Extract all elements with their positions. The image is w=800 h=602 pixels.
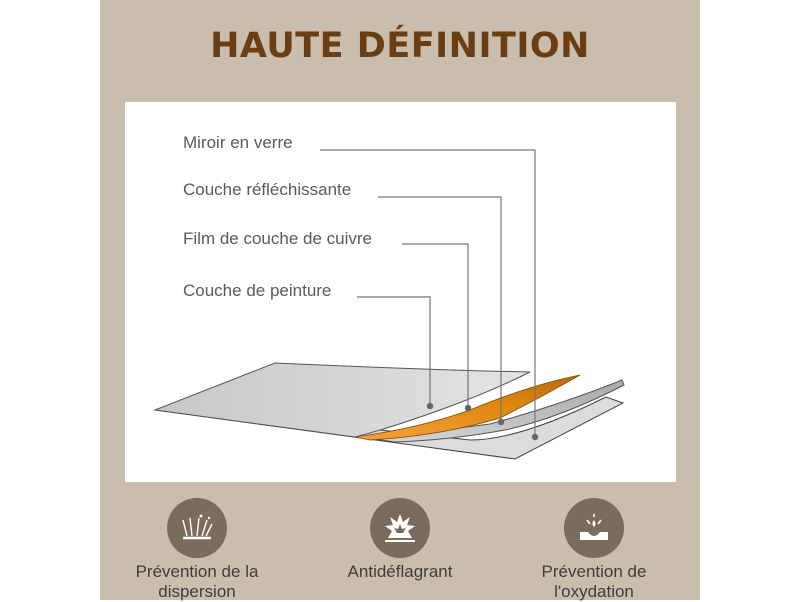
feature-oxydation [514, 498, 674, 602]
scatter-prevention-icon [167, 498, 227, 558]
leader-dot-glass [532, 434, 538, 440]
label-couche-peinture: Couche de peinture [183, 281, 332, 300]
feature-label: Prévention de la dispersion [135, 562, 259, 601]
label-film-cuivre: Film de couche de cuivre [183, 229, 372, 248]
label-miroir-en-verre: Miroir en verre [183, 133, 293, 152]
explosion-proof-icon [370, 498, 430, 558]
feature-antideflagrant [320, 498, 480, 582]
leader-dot-copper [465, 405, 471, 411]
feature-label: Prévention de l'oxydation [541, 562, 647, 601]
page-title: HAUTE DÉFINITION [210, 26, 590, 66]
oxidation-prevention-icon [564, 498, 624, 558]
label-couche-reflechissante: Couche réfléchissante [183, 180, 352, 199]
feature-label: Antidéflagrant [347, 562, 453, 581]
leader-dot-paint [427, 403, 433, 409]
feature-dispersion [117, 498, 277, 602]
leader-dot-reflective [498, 419, 504, 425]
